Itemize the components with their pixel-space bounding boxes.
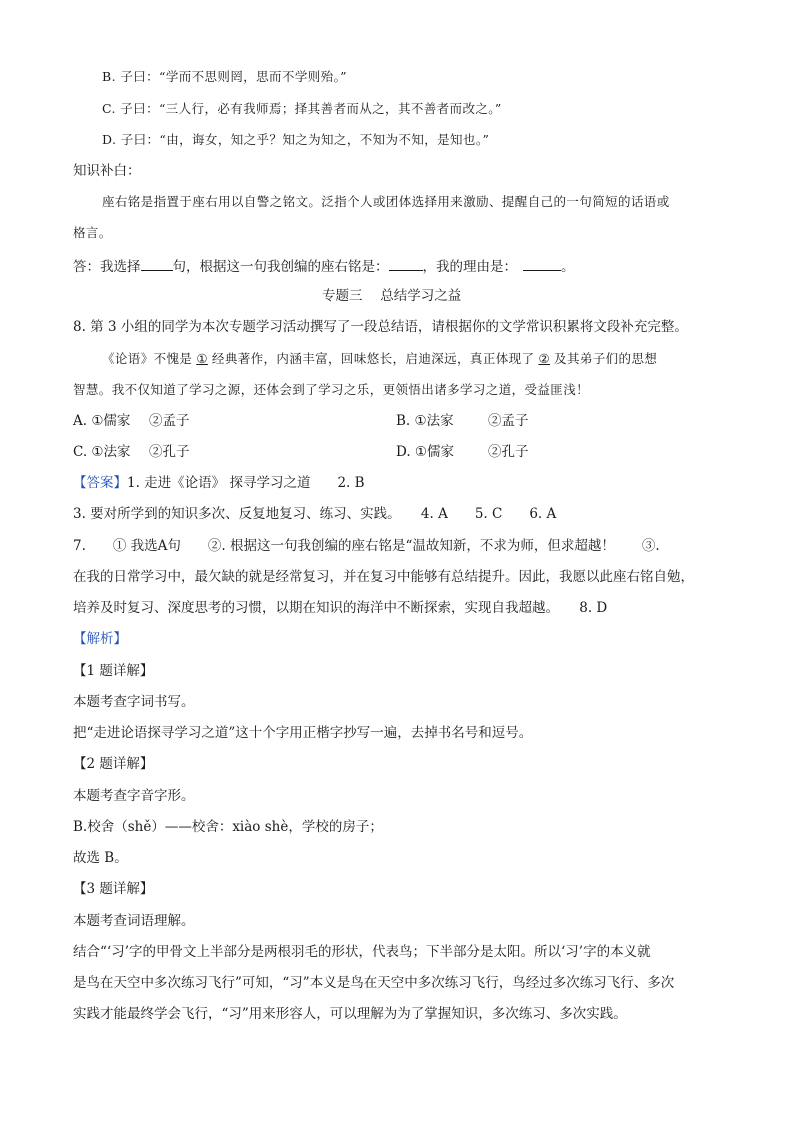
question-8-stem: 8. 第 3 小组的同学为本次专题学习活动撰写了一段总结语，请根据你的文学常识积累将文段补充完整。 — [73, 319, 688, 335]
answer-fill-text-3: ，我的理由是： — [422, 259, 517, 275]
q2-detail-line-2: B.校舍（shě）——校舍：xiào shè，学校的房子； — [73, 819, 383, 835]
passage-text-c: 及其弟子们的思想 — [554, 351, 658, 366]
passage-text-a: 《论语》不愧是 — [102, 351, 193, 366]
q1-detail-line-2: 把“走进论语探寻学习之道”这十个字用正楷字抄写一遍，去掉书名号和逗号。 — [73, 725, 533, 741]
q8-option-d-1: D. ①儒家 — [396, 444, 455, 460]
passage-blank-1: ① — [196, 351, 208, 366]
option-c: C. 子曰：“三人行，必有我师焉；择其善者而从之，其不善者而改之。” — [102, 101, 502, 116]
q8-option-d-2: ②孔子 — [488, 444, 529, 460]
answer-fill-text-4: 。 — [561, 259, 575, 275]
option-d: D. 子曰：“由，诲女，知之乎？知之为知之，不知为不知，是知也。” — [102, 132, 490, 147]
passage-text-b: 经典著作，内涵丰富，回味悠长，启迪深远，真正体现了 — [211, 351, 535, 366]
answer-label: 【答案】 — [73, 475, 127, 491]
q8-option-a-1: A. ①儒家 — [73, 413, 131, 429]
answer-line-3: 7. ① 我选A句 ②. 根据这一句我创编的座右铭是“温故知新，不求为师，但求超越！ ③. — [73, 538, 660, 554]
answer-line-2: 3. 要对所学到的知识多次、反复地复习、练习、实践。 4. A 5. C 6. A — [73, 506, 557, 522]
answer-fill-text-1: 答：我选择 — [73, 259, 141, 275]
q8-option-a-2: ②孟子 — [149, 413, 190, 429]
q3-detail-line-4: 实践才能最终学会飞行，“习”用来形容人，可以理解为为了掌握知识，多次练习、多次实践。 — [73, 1006, 627, 1022]
answer-line-1 — [73, 474, 365, 492]
q3-detail-line-3: 是鸟在天空中多次练习飞行”可知，“习”本义是鸟在天空中多次练习飞行，鸟经过多次练习飞行、多次 — [73, 975, 675, 991]
analysis-label: 【解析】 — [73, 631, 127, 647]
answer-line-4: 在我的日常学习中，最欠缺的就是经常复习，并在复习中能够有总结提升。因此，我愿以此座右铭自勉， — [73, 569, 694, 585]
blank-sentence-choice — [141, 256, 173, 271]
q2-detail-line-3: 故选 B。 — [73, 850, 128, 866]
option-b: B. 子曰：“学而不思则罔，思而不学则殆。” — [102, 69, 347, 84]
section-three-title: 专题三 总结学习之益 — [322, 288, 462, 304]
question-8-passage-line-1 — [102, 350, 657, 368]
knowledge-line-2: 格言。 — [73, 225, 112, 240]
question-8-passage-line-2: 智慧。我不仅知道了学习之源，还体会到了学习之乐，更领悟出诸多学习之道，受益匪浅！ — [73, 382, 590, 397]
answer-line-1-text: 1. 走进《论语》 探寻学习之道 2. B — [127, 475, 365, 491]
q8-option-c-1: C. ①法家 — [73, 444, 131, 460]
q8-option-b-2: ②孟子 — [488, 413, 529, 429]
knowledge-line-1: 座右铭是指置于座右用以自警之铭文。泛指个人或团体选择用来激励、提醒自己的一句简短的话语或 — [102, 194, 670, 209]
q3-detail-line-1: 本题考查词语理解。 — [73, 913, 195, 929]
blank-motto — [389, 256, 423, 271]
q1-detail-line-1: 本题考查字词书写。 — [73, 694, 195, 710]
blank-reason — [523, 256, 561, 271]
passage-blank-2: ② — [538, 351, 551, 366]
q1-detail-heading: 【1 题详解】 — [73, 663, 154, 679]
q8-option-b-1: B. ①法家 — [396, 413, 454, 429]
q8-option-c-2: ②孔子 — [149, 444, 190, 460]
q2-detail-line-1: 本题考查字音字形。 — [73, 788, 195, 804]
knowledge-heading: 知识补白： — [73, 163, 141, 179]
q3-detail-line-2: 结合“‘习’字的甲骨文上半部分是两根羽毛的形状，代表鸟；下半部分是太阳。所以‘习’字的本义就 — [73, 944, 651, 960]
answer-line-5: 培养及时复习、深度思考的习惯，以期在知识的海洋中不断探索，实现自我超越。 8. D — [73, 600, 608, 616]
answer-fill-line — [73, 256, 575, 276]
q2-detail-heading: 【2 题详解】 — [73, 756, 154, 772]
q3-detail-heading: 【3 题详解】 — [73, 881, 154, 897]
answer-fill-text-2: 句，根据这一句我创编的座右铭是： — [172, 259, 389, 275]
